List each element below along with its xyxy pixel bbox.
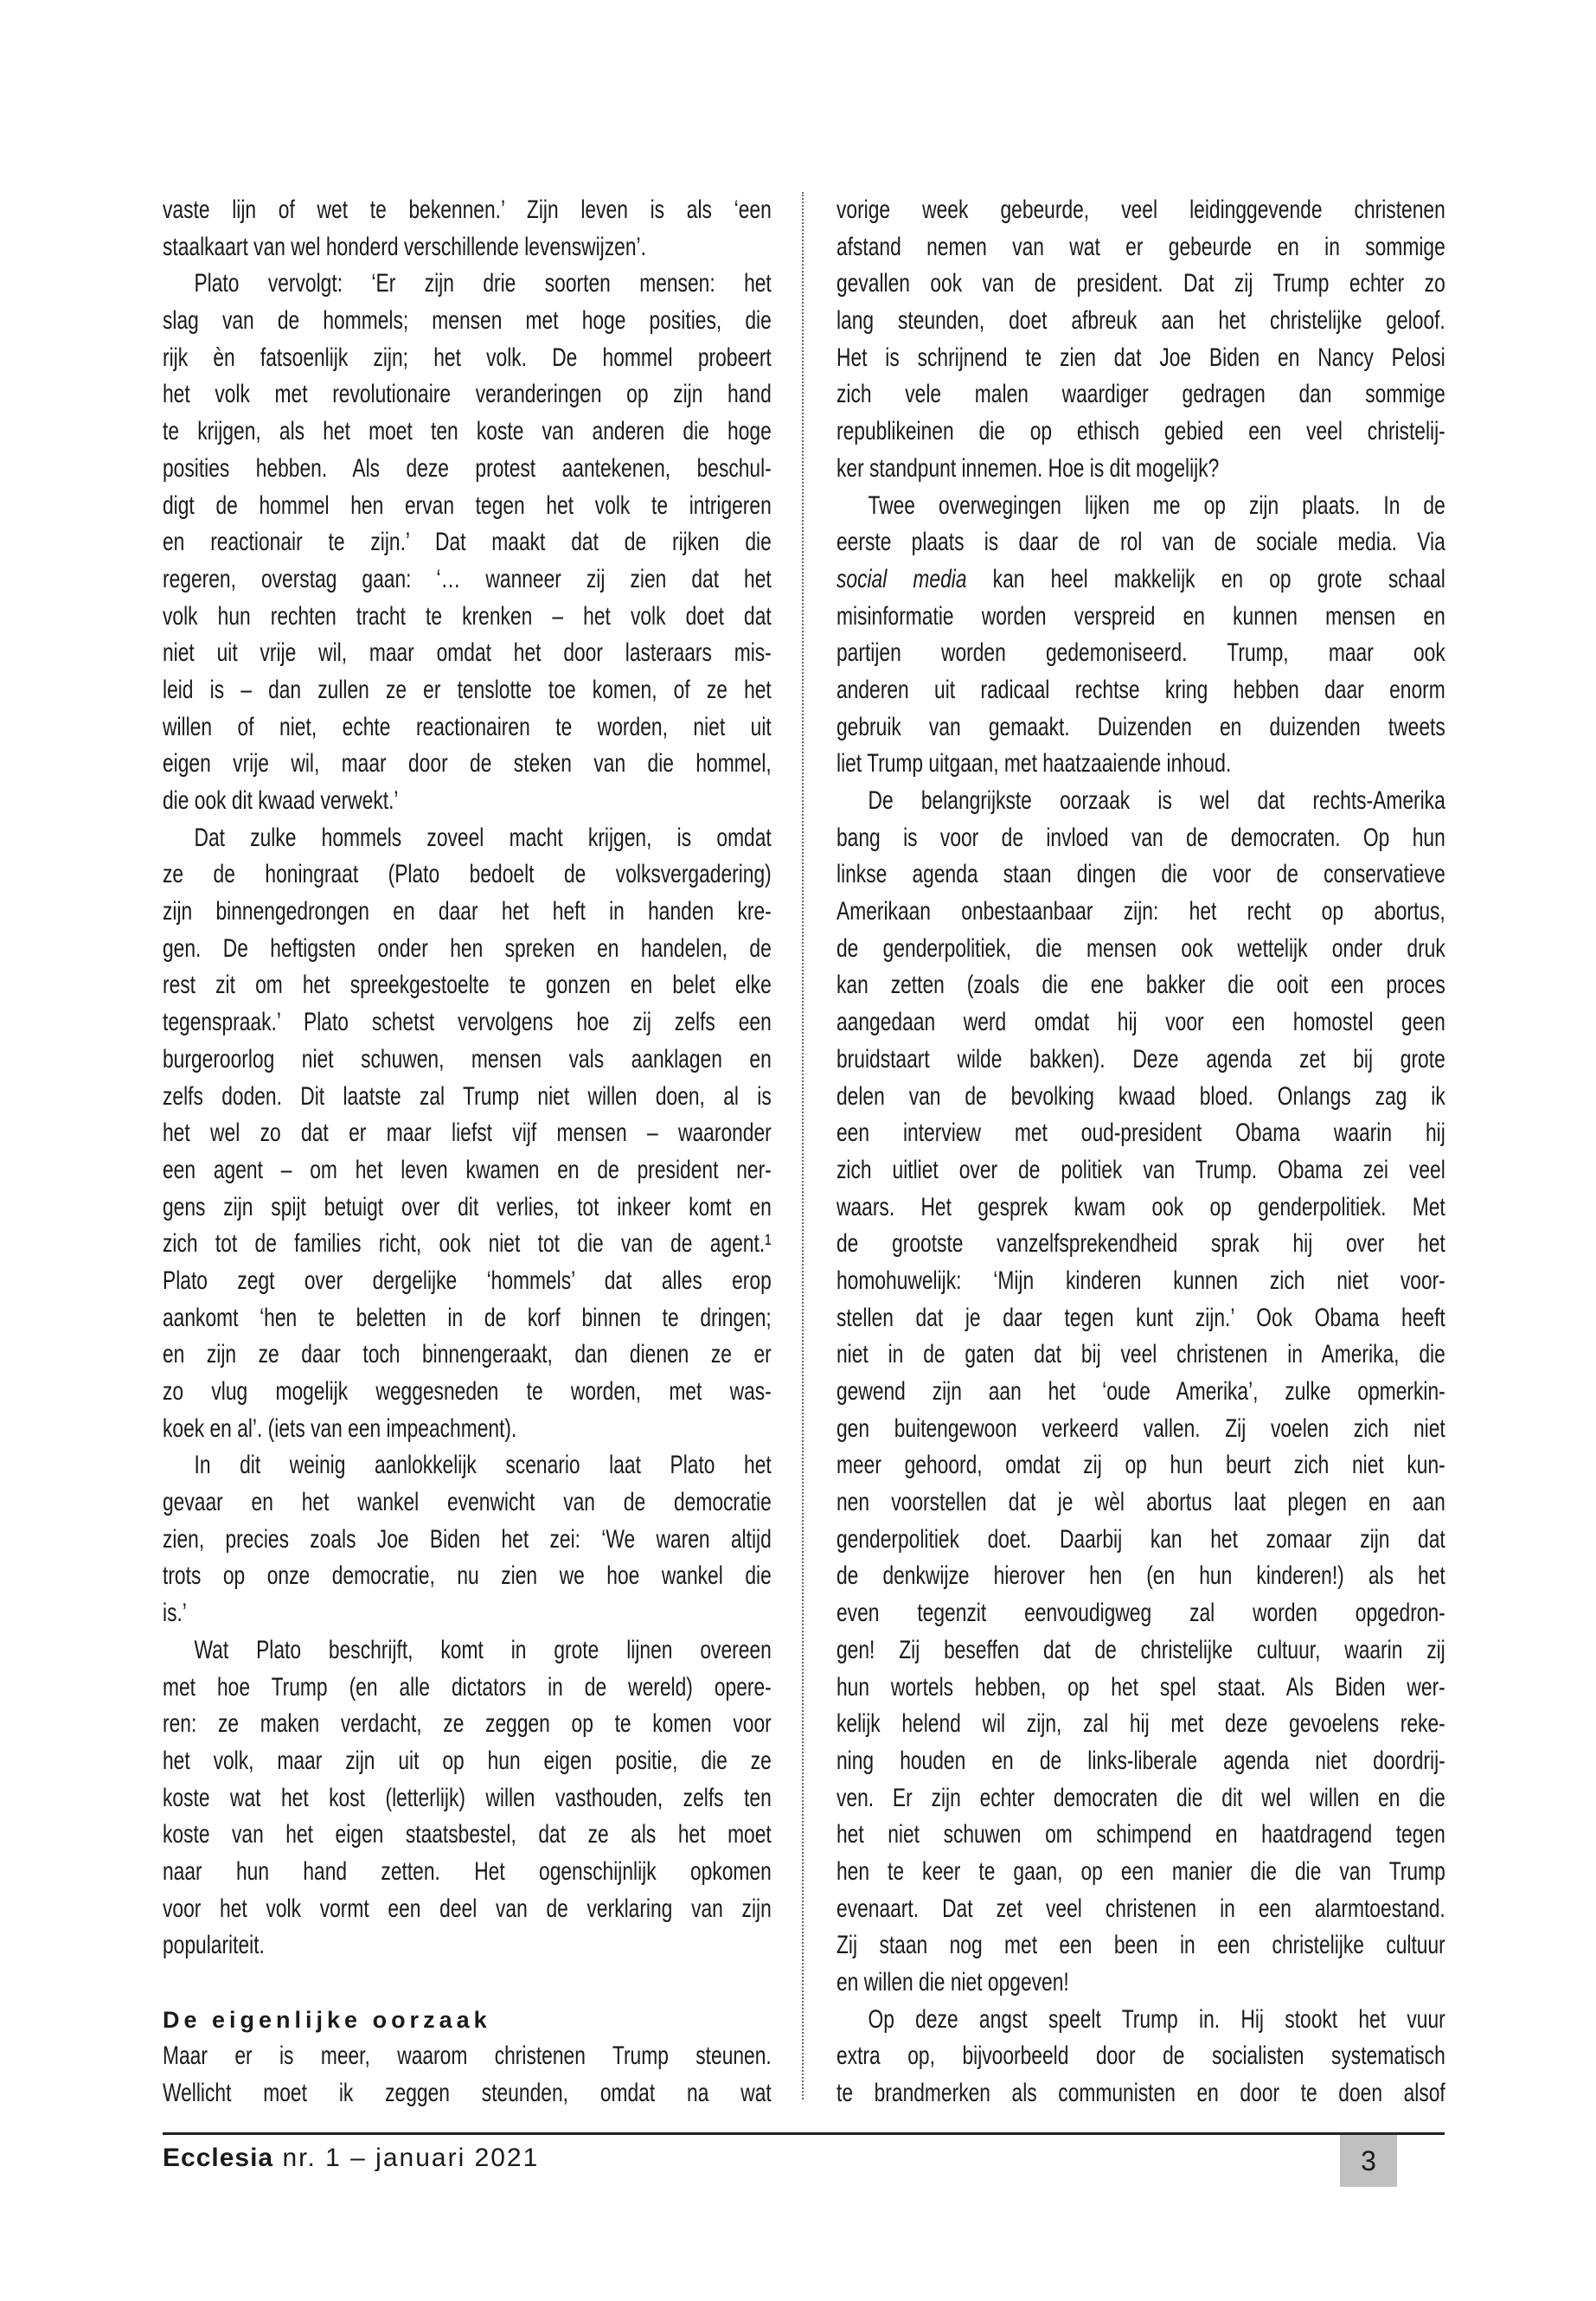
text-line: niet uit vrije wil, maar omdat het door lasteraars mis-: [163, 638, 772, 668]
text-line: rest zit om het spreekgestoelte te gonzen en belet elke: [163, 971, 772, 1000]
text-line: Het is schrijnend te zien dat Joe Biden en Nancy Pelosi: [836, 343, 1445, 372]
footer-rule: [163, 2132, 1445, 2135]
text-line: zich uitliet over de politiek van Trump. Obama zei veel: [836, 1155, 1445, 1184]
text-line: en reactionair te zijn.’ Dat maakt dat de rijken die: [163, 528, 772, 557]
magazine-name: Ecclesia: [163, 2144, 274, 2172]
text-line: liet Trump uitgaan, met haatzaaiende inhoud.: [836, 749, 1232, 779]
text-line: hun wortels hebben, op het spel staat. Als Biden wer-: [836, 1672, 1445, 1702]
text-line: anderen uit radicaal rechtse kring hebben daar enorm: [836, 675, 1445, 704]
left-column: [163, 192, 772, 2112]
text-line: aankomt ‘hen te beletten in de korf binnen te dringen;: [163, 1303, 772, 1332]
text-line: vorige week gebeurde, veel leidinggevende christenen: [836, 195, 1445, 224]
blank-line: [163, 1965, 772, 2002]
text-line: evenaart. Dat zet veel christenen in een alarmtoestand.: [836, 1894, 1445, 1923]
text-line: willen of niet, echte reactionairen te worden, niet uit: [163, 712, 772, 741]
text-line: [836, 561, 1445, 599]
text-line: eigen vrije wil, maar door de steken van die hommel,: [163, 749, 772, 779]
text-line: zich vele malen waardiger gedragen dan sommige: [836, 380, 1445, 409]
text-line: misinformatie worden verspreid en kunnen mensen en: [836, 601, 1445, 631]
text-line: vaste lijn of wet te bekennen.’ Zijn leven is als ‘een: [163, 195, 772, 224]
text-line: ning houden en de links-liberale agenda niet doordrij-: [836, 1746, 1445, 1775]
page-number: 3: [1340, 2135, 1397, 2187]
text-line: zijn binnengedrongen en daar het heft in handen kre-: [163, 897, 772, 926]
text-line: aangedaan werd omdat hij voor een homostel geen: [836, 1008, 1445, 1037]
text-line: slag van de hommels; mensen met hoge posities, die: [163, 306, 772, 336]
text-line: zo vlug mogelijk weggesneden te worden, met was-: [163, 1377, 772, 1406]
text-line: In dit weinig aanlokkelijk scenario laat Plato het: [194, 1451, 772, 1480]
text-line: het wel zo dat er maar liefst vijf mensen – waaronder: [163, 1118, 772, 1148]
text-line: Amerikaan onbestaanbaar zijn: het recht op abortus,: [836, 897, 1445, 926]
text-line: het volk, maar zijn uit op hun eigen positie, die ze: [163, 1746, 772, 1775]
text-line: Zij staan nog met een been in een christelijke cultuur: [836, 1931, 1445, 1960]
text-line: de denkwijze hierover hen (en hun kinderen!) als het: [836, 1561, 1445, 1591]
text-line: genderpolitiek doet. Daarbij kan het zomaar zijn dat: [836, 1524, 1445, 1554]
text-line: gens zijn spijt betuigt over dit verlies, tot inkeer komt en: [163, 1192, 772, 1221]
text-line: ren: ze maken verdacht, ze zeggen op te komen voor: [163, 1709, 772, 1739]
text-line: Plato vervolgt: ‘Er zijn drie soorten mensen: het: [194, 269, 772, 298]
text-line: kelijk helend wil zijn, zal hij met deze gevoelens reke-: [836, 1709, 1445, 1739]
text-line: trots op onze democratie, nu zien we hoe wankel die: [163, 1561, 772, 1591]
text-line: een agent – om het leven kwamen en de president ner-: [163, 1155, 772, 1184]
text-line: koste wat het kost (letterlijk) willen vasthouden, zelfs ten: [163, 1783, 772, 1812]
text-line: eerste plaats is daar de rol van de sociale media. Via: [836, 528, 1445, 557]
text-line: republikeinen die op ethisch gebied een veel christelij-: [836, 417, 1445, 446]
text-line: de grootste vanzelfsprekendheid sprak hij over het: [836, 1229, 1445, 1259]
text-line: zien, precies zoals Joe Biden het zei: ‘We waren altijd: [163, 1524, 772, 1554]
text-line: volk hun rechten tracht te krenken – het volk doet dat: [163, 601, 772, 631]
text-line: ker standpunt innemen. Hoe is dit mogelijk?: [836, 453, 1220, 483]
text-line: nen voorstellen dat je wèl abortus laat plegen en aan: [836, 1488, 1445, 1517]
text-line: meer gehoord, omdat zij op hun beurt zich niet kun-: [836, 1451, 1445, 1480]
text-line: en zijn ze daar toch binnengeraakt, dan dienen ze er: [163, 1340, 772, 1369]
emphasis: social media: [836, 564, 967, 593]
issue-info: nr. 1 – januari 2021: [273, 2144, 540, 2172]
text-line: partijen worden gedemoniseerd. Trump, maar ook: [836, 638, 1445, 668]
text-line: Op deze angst speelt Trump in. Hij stookt het vuur: [868, 2004, 1445, 2034]
section-heading: De eigenlijke oorzaak: [163, 2006, 491, 2033]
text-line: gevallen ook van de president. Dat zij Trump echter zo: [836, 269, 1445, 298]
text-line: rijk èn fatsoenlijk zijn; het volk. De hommel probeert: [163, 343, 772, 372]
text-line: ven. Er zijn echter democraten die dit wel willen en die: [836, 1783, 1445, 1812]
text-line: homohuwelijk: ‘Mijn kinderen kunnen zich niet voor-: [836, 1266, 1445, 1295]
text-line: en willen die niet opgeven!: [836, 1968, 1069, 1997]
text-line: leid is – dan zullen ze er tenslotte toe komen, of ze het: [163, 675, 772, 704]
text-line: populariteit.: [163, 1931, 265, 1960]
text-line: te krijgen, als het moet ten koste van anderen die hoge: [163, 417, 772, 446]
text-line: Maar er is meer, waarom christenen Trump steunen.: [163, 2041, 772, 2071]
text-line: zich tot de families richt, ook niet tot die van de agent.¹: [163, 1229, 772, 1259]
right-column: [836, 192, 1445, 2112]
text-line: delen van de bevolking kwaad bloed. Onlangs zag ik: [836, 1081, 1445, 1111]
text-line: afstand nemen van wat er gebeurde en in sommige: [836, 232, 1445, 261]
text-line: bruidstaart wilde bakken). Deze agenda zet bij grote: [836, 1044, 1445, 1074]
text-line: ze de honingraat (Plato bedoelt de volksvergadering): [163, 860, 772, 889]
text-line: met hoe Trump (en alle dictators in de wereld) opere-: [163, 1672, 772, 1702]
text-line: gewend zijn aan het ‘oude Amerika’, zulke opmerkin-: [836, 1377, 1445, 1406]
text-line: staalkaart van wel honderd verschillende levenswijzen’.: [163, 232, 646, 261]
text-line: gen. De heftigsten onder hen spreken en handelen, de: [163, 933, 772, 963]
text-line: waars. Het gesprek kwam ook op genderpolitiek. Met: [836, 1192, 1445, 1221]
text-line: gebruik van gemaakt. Duizenden en duizenden tweets: [836, 712, 1445, 741]
text-line: tegenspraak.’ Plato schetst vervolgens hoe zij zelfs een: [163, 1008, 772, 1037]
text-line: extra op, bijvoorbeeld door de socialisten systematisch: [836, 2041, 1445, 2071]
column-divider: [802, 192, 804, 2099]
text-line: gen buitengewoon verkeerd vallen. Zij voelen zich niet: [836, 1413, 1445, 1443]
text-line: lang steunden, doet afbreuk aan het christelijke geloof.: [836, 306, 1445, 336]
text-line: bang is voor de invloed van de democraten. Op hun: [836, 823, 1445, 852]
text-line: gevaar en het wankel evenwicht van de democratie: [163, 1488, 772, 1517]
text-line: een interview met oud-president Obama waarin hij: [836, 1118, 1445, 1148]
text-line: het volk met revolutionaire veranderingen op zijn hand: [163, 380, 772, 409]
text-line: regeren, overstag gaan: ‘… wanneer zij zien dat het: [163, 564, 772, 593]
text-line: het niet schuwen om schimpend en haatdragend tegen: [836, 1820, 1445, 1849]
text-line: die ook dit kwaad verwekt.’: [163, 786, 399, 815]
text-line: koek en al’. (iets van een impeachment).: [163, 1413, 517, 1443]
text-line: hen te keer te gaan, op een manier die die van Trump: [836, 1856, 1445, 1886]
text-line: De belangrijkste oorzaak is wel dat rechts-Amerika: [868, 786, 1445, 815]
text-line: gen! Zij beseffen dat de christelijke cultuur, waarin zij: [836, 1635, 1445, 1664]
text-line: linkse agenda staan dingen die voor de conservatieve: [836, 860, 1445, 889]
text-line: voor het volk vormt een deel van de verklaring van zijn: [163, 1894, 772, 1923]
text-line: Plato zegt over dergelijke ‘hommels’ dat alles erop: [163, 1266, 772, 1295]
text-line: stellen dat je daar tegen kunt zijn.’ Ook Obama heeft: [836, 1303, 1445, 1332]
text-line: kan zetten (zoals die ene bakker die ooit een proces: [836, 971, 1445, 1000]
text-line: Twee overwegingen lijken me op zijn plaats. In de: [868, 490, 1445, 520]
text-line: is.’: [163, 1599, 187, 1628]
text-line: koste van het eigen staatsbestel, dat ze als het moet: [163, 1820, 772, 1849]
text-line: de genderpolitiek, die mensen ook wettelijk onder druk: [836, 933, 1445, 963]
text-line: zelfs doden. Dit laatste zal Trump niet willen doen, al is: [163, 1081, 772, 1111]
text-run: kan heel makkelijk en op grote schaal: [966, 564, 1445, 593]
text-line: posities hebben. Als deze protest aantekenen, beschul-: [163, 453, 772, 483]
text-line: digt de hommel hen ervan tegen het volk te intrigeren: [163, 490, 772, 520]
text-line: Wat Plato beschrijft, komt in grote lijnen overeen: [194, 1635, 772, 1664]
footer: [163, 2144, 539, 2173]
text-line: te brandmerken als communisten en door te doen alsof: [836, 2079, 1445, 2108]
text-line: naar hun hand zetten. Het ogenschijnlijk opkomen: [163, 1856, 772, 1886]
text-line: Wellicht moet ik zeggen steunden, omdat na wat: [163, 2079, 772, 2108]
text-line: even tegenzit eenvoudigweg zal worden opgedron-: [836, 1599, 1445, 1628]
text-line: niet in de gaten dat bij veel christenen in Amerika, die: [836, 1340, 1445, 1369]
text-line: burgeroorlog niet schuwen, mensen vals aanklagen en: [163, 1044, 772, 1074]
text-line: Dat zulke hommels zoveel macht krijgen, is omdat: [194, 823, 772, 852]
